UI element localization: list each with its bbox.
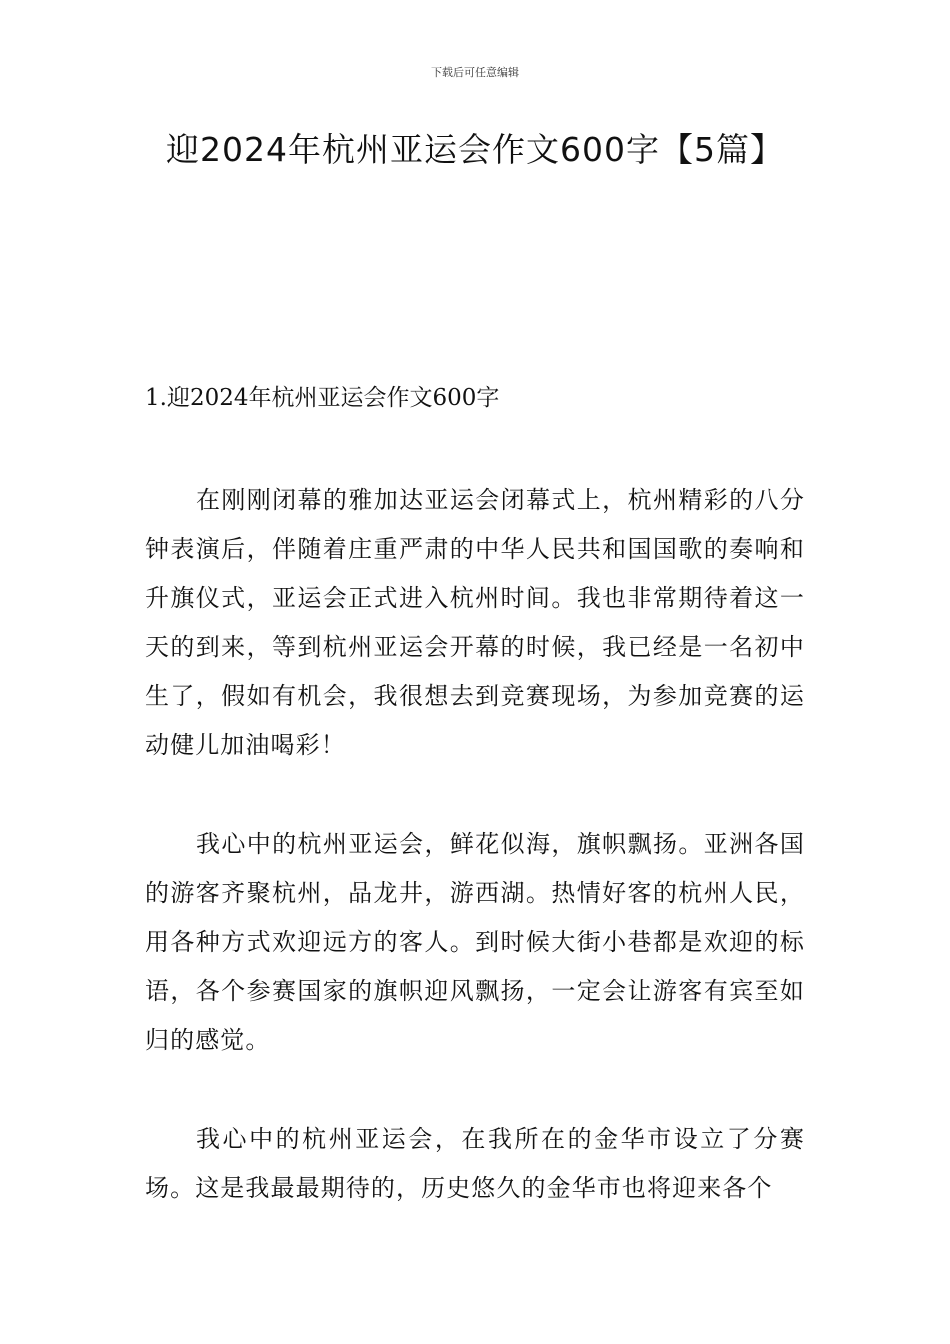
paragraph-2: 我心中的杭州亚运会，鲜花似海，旗帜飘扬。亚洲各国的游客齐聚杭州，品龙井，游西湖。热情好客的杭州人民，用各种方式欢迎远方的客人。到时候大街小巷都是欢迎的标语，各个参赛国家的旗帜迎风飘扬，一定会让游客有宾至如归的感觉。 (145, 830, 805, 1054)
document-body (145, 476, 805, 1263)
paragraph-1: 在刚刚闭幕的雅加达亚运会闭幕式上，杭州精彩的八分钟表演后，伴随着庄重严肃的中华人民共和国国歌的奏响和升旗仪式，亚运会正式进入杭州时间。我也非常期待着这一天的到来，等到杭州亚运会开幕的时候，我已经是一名初中生了，假如有机会，我很想去到竞赛现场，为参加竞赛的运动健儿加油喝彩！ (145, 486, 805, 759)
paragraph-3: 我心中的杭州亚运会，在我所在的金华市设立了分赛场。这是我最最期待的，历史悠久的金华市也将迎来各个 (145, 1125, 805, 1202)
header-note: 下载后可任意编辑 (431, 66, 519, 79)
document-title: 迎2024年杭州亚运会作文600字【5篇】 (166, 130, 784, 169)
section-heading: 1.迎2024年杭州亚运会作文600字 (145, 385, 500, 411)
